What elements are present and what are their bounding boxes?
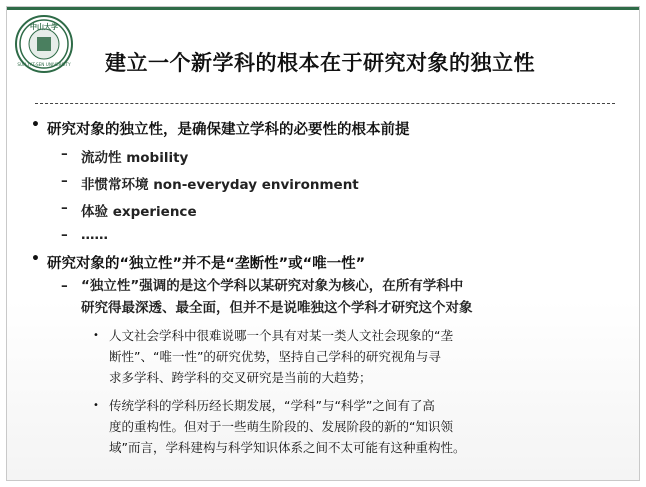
sub-bullet-text: ……: [81, 227, 108, 243]
paragraph-line: 求多学科、跨学科的交叉研究是当前的大趋势；: [109, 370, 372, 385]
bullet-2-text: 研究对象的“独立性”并不是“垄断性”或“唯一性”: [47, 256, 366, 272]
dash-bullet: –: [61, 227, 68, 243]
slide-title: 建立一个新学科的根本在于研究对象的独立性: [105, 51, 535, 75]
sub-bullet-line-1: “独立性”强调的是这个学科以某研究对象为核心，在所有学科中: [81, 278, 464, 294]
sub-bullet-mobility: [61, 146, 189, 166]
sub-bullet-text: 流动性 mobility: [81, 150, 189, 166]
small-bullet-dot: •: [93, 400, 99, 411]
dash-bullet: –: [61, 200, 68, 216]
third-level-item-1: [93, 325, 619, 388]
sub-bullet-line-2: 研究得最深透、最全面，但并不是说唯独这个学科才研究这个对象: [81, 300, 473, 316]
slide-content: [7, 7, 639, 480]
sub-bullet-text: 体验 experience: [81, 204, 197, 220]
sub-bullet-ellipsis: [61, 227, 108, 243]
bullet-1-text: 研究对象的独立性，是确保建立学科的必要性的根本前提: [47, 122, 410, 138]
bullet-dot: •: [31, 117, 40, 133]
paragraph-line: 断性”、“唯一性”的研究优势，坚持自己学科的研究视角与寻: [109, 349, 441, 364]
logo-arc-text: SUN YAT-SEN UNIVERSITY: [17, 62, 71, 67]
small-bullet-dot: •: [93, 330, 99, 341]
bullet-2: [31, 251, 366, 273]
paragraph-line: 域”而言，学科建构与科学知识体系之间不太可能有这种重构性。: [109, 440, 466, 455]
paragraph-line: 人文社会学科中很难说哪一个具有对某一类人文社会现象的“垄: [109, 328, 453, 343]
dash-bullet: –: [61, 173, 68, 189]
slide: [6, 6, 640, 481]
paragraph-line: 度的重构性。但对于一些萌生阶段的、发展阶段的新的“知识领: [109, 419, 453, 434]
logo-chinese-text: 中山大学: [30, 23, 58, 31]
sub-bullet-text: 非惯常环境 non-everyday environment: [81, 177, 359, 193]
dash-bullet: –: [61, 278, 68, 294]
bullet-1: [31, 117, 410, 139]
paragraph-line: 传统学科的学科历经长期发展，“学科”与“科学”之间有了高: [109, 398, 435, 413]
third-level-item-2: [93, 395, 619, 458]
sub-bullet-environment: [61, 173, 359, 193]
dash-bullet: –: [61, 146, 68, 162]
bullet-dot: •: [31, 251, 40, 267]
sub-bullet-experience: [61, 200, 197, 220]
sub-bullet-independence: [61, 275, 473, 319]
